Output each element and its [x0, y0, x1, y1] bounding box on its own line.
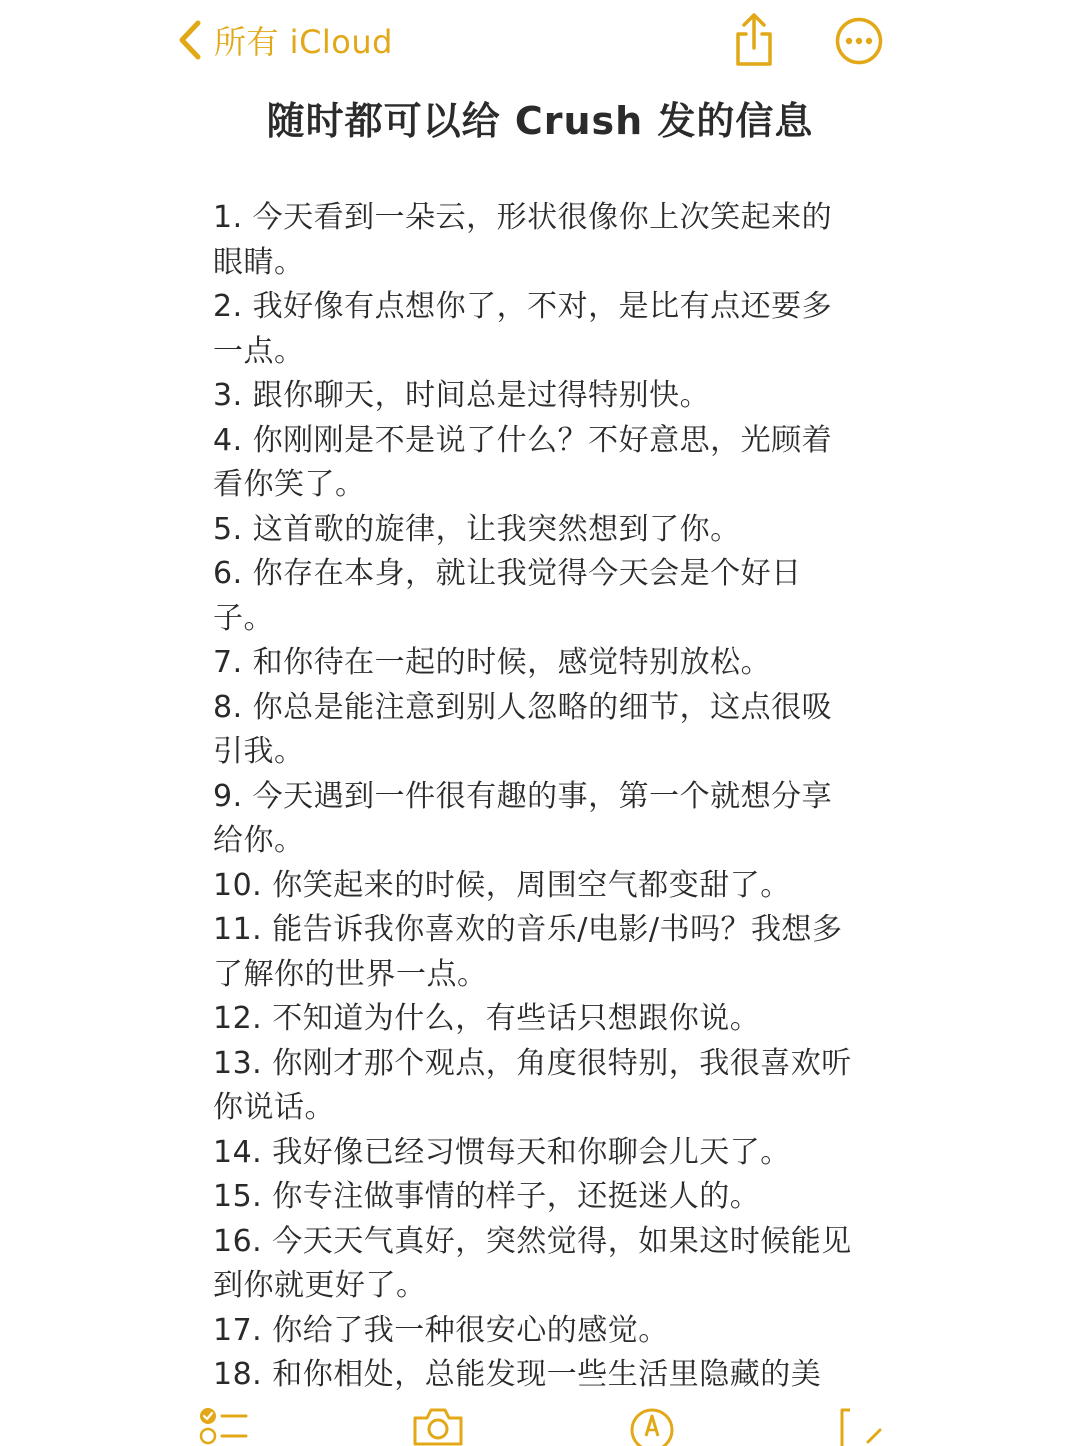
chevron-left-icon	[178, 20, 202, 60]
note-line: 12. 不知道为什么，有些话只想跟你说。	[213, 1001, 761, 1036]
note-line: 3. 跟你聊天，时间总是过得特别快。	[213, 378, 711, 413]
note-line: 引我。	[213, 734, 305, 769]
share-icon	[728, 12, 780, 68]
note-line: 10. 你笑起来的时候，周围空气都变甜了。	[213, 867, 791, 903]
compose-icon	[836, 1406, 884, 1446]
note-line: 4. 你刚刚是不是说了什么？不好意思，光顾着	[213, 422, 833, 458]
more-button[interactable]	[834, 16, 884, 66]
note-title: 随时都可以给 Crush 发的信息	[266, 99, 814, 143]
compose-button[interactable]	[836, 1406, 884, 1446]
note-line: 8. 你总是能注意到别人忽略的细节，这点很吸	[213, 689, 833, 725]
note-line: 眼睛。	[213, 244, 305, 280]
camera-icon	[411, 1406, 465, 1446]
note-line: 16. 今天天气真好，突然觉得，如果这时候能见	[213, 1223, 852, 1259]
note-line: 到你就更好了。	[213, 1268, 427, 1303]
note-line: 1. 今天看到一朵云，形状很像你上次笑起来的	[213, 200, 833, 235]
note-line: 子。	[213, 600, 274, 636]
note-line: 9. 今天遇到一件很有趣的事，第一个就想分享	[213, 778, 833, 814]
note-line: 给你。	[213, 823, 305, 858]
note-line: 6. 你存在本身，就让我觉得今天会是个好日	[213, 556, 802, 591]
back-label: 所有 iCloud	[214, 23, 393, 61]
camera-button[interactable]	[411, 1406, 465, 1446]
share-button[interactable]	[728, 12, 780, 68]
bottom-toolbar	[0, 1396, 1080, 1440]
note-line: 13. 你刚才那个观点，角度很特别，我很喜欢听	[213, 1045, 852, 1081]
note-line: 14. 我好像已经习惯每天和你聊会儿天了。	[213, 1134, 791, 1170]
note-body[interactable]	[213, 196, 863, 1392]
markup-pen-icon	[628, 1406, 676, 1446]
note-line: 一点。	[213, 333, 305, 369]
note-line: 5. 这首歌的旋律，让我突然想到了你。	[213, 511, 741, 547]
note-line: 看你笑了。	[213, 467, 366, 502]
note-line: 了解你的世界一点。	[213, 956, 488, 992]
more-icon	[834, 16, 884, 66]
note-line: 7. 和你待在一起的时候，感觉特别放松。	[213, 645, 772, 680]
checklist-icon	[198, 1406, 250, 1446]
note-line: 你说话。	[213, 1090, 335, 1125]
navigation-bar	[0, 0, 1080, 82]
back-button[interactable]	[178, 16, 393, 64]
note-line: 15. 你专注做事情的样子，还挺迷人的。	[213, 1179, 761, 1214]
note-line: 11. 能告诉我你喜欢的音乐/电影/书吗？我想多	[213, 912, 843, 947]
note-line: 17. 你给了我一种很安心的感觉。	[213, 1312, 669, 1348]
markup-button[interactable]	[628, 1406, 676, 1446]
checklist-button[interactable]	[198, 1406, 250, 1446]
note-line: 2. 我好像有点想你了，不对，是比有点还要多	[213, 289, 833, 324]
note-line: 18. 和你相处，总能发现一些生活里隐藏的美	[213, 1357, 822, 1392]
